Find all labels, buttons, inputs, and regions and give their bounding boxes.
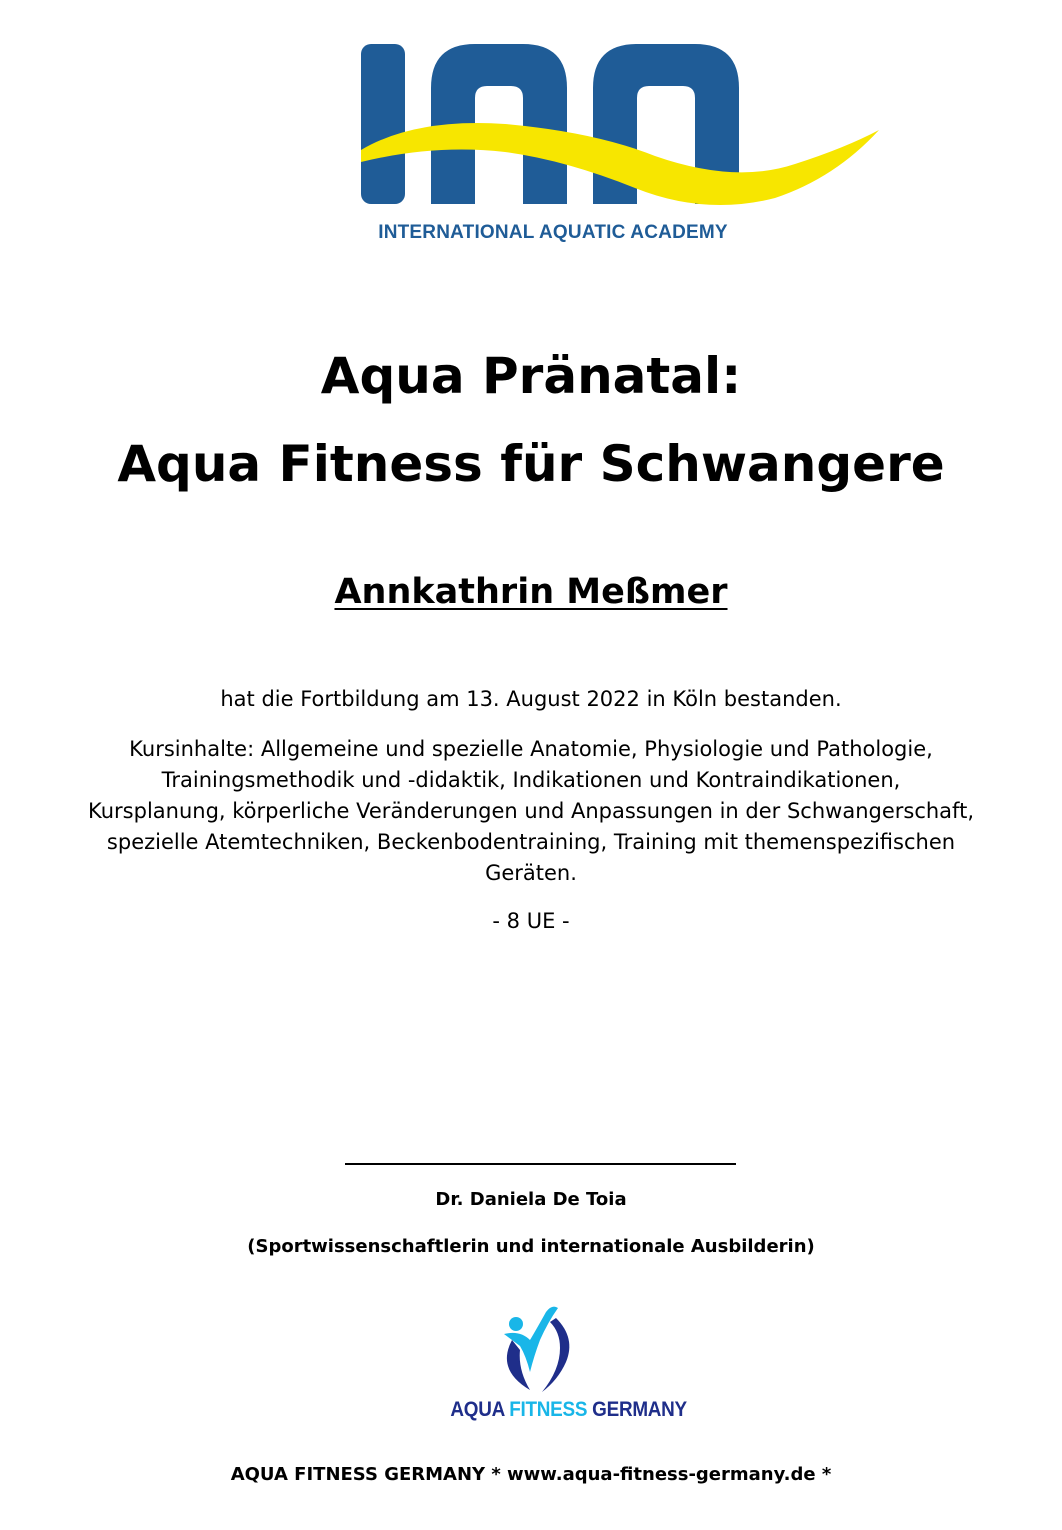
afg-logo-word-germany: GERMANY (592, 1398, 687, 1421)
participant-name-container (0, 570, 1062, 614)
afg-logo-word-fitness: FITNESS (509, 1398, 588, 1421)
course-content-line: Kursinhalte: Allgemeine und spezielle Anatomie, Physiologie und Pathologie, (129, 737, 933, 761)
course-content-line: Geräten. (485, 861, 577, 885)
iaa-logo-text: INTERNATIONAL AQUATIC ACADEMY (378, 222, 728, 243)
course-content (20, 734, 1042, 889)
afg-logo-text (450, 1398, 687, 1422)
iaa-logo-letter-i (361, 44, 405, 204)
afg-logo-swoosh-inner (542, 1318, 569, 1392)
signer-name: Dr. Daniela De Toia (435, 1189, 627, 1210)
course-content-line: Kursplanung, körperliche Veränderungen und Anpassungen in der Schwangerschaft, (88, 799, 974, 823)
certificate-title-line-2: Aqua Fitness für Schwangere (117, 435, 945, 493)
afg-logo-figure-head (509, 1317, 523, 1331)
signature-line (345, 1163, 736, 1165)
course-content-line: spezielle Atemtechniken, Beckenbodentraining, Training mit themenspezifischen (106, 830, 956, 854)
footer-text: AQUA FITNESS GERMANY * www.aqua-fitness-germany.de * (230, 1464, 832, 1485)
course-units: - 8 UE - (492, 909, 570, 933)
afg-logo-word-aqua: AQUA (450, 1398, 505, 1421)
completion-statement: hat die Fortbildung am 13. August 2022 in Köln bestanden. (220, 687, 842, 711)
course-content-line: Trainingsmethodik und -didaktik, Indikationen und Kontraindikationen, (161, 768, 901, 792)
aqua-fitness-germany-logo (490, 1300, 580, 1400)
iaa-logo (355, 38, 885, 253)
signer-role: (Sportwissenschaftlerin und internationale Ausbilderin) (247, 1236, 815, 1257)
certificate-title-line-1: Aqua Pränatal: (320, 347, 742, 405)
participant-name: Annkathrin Meßmer (334, 572, 728, 612)
